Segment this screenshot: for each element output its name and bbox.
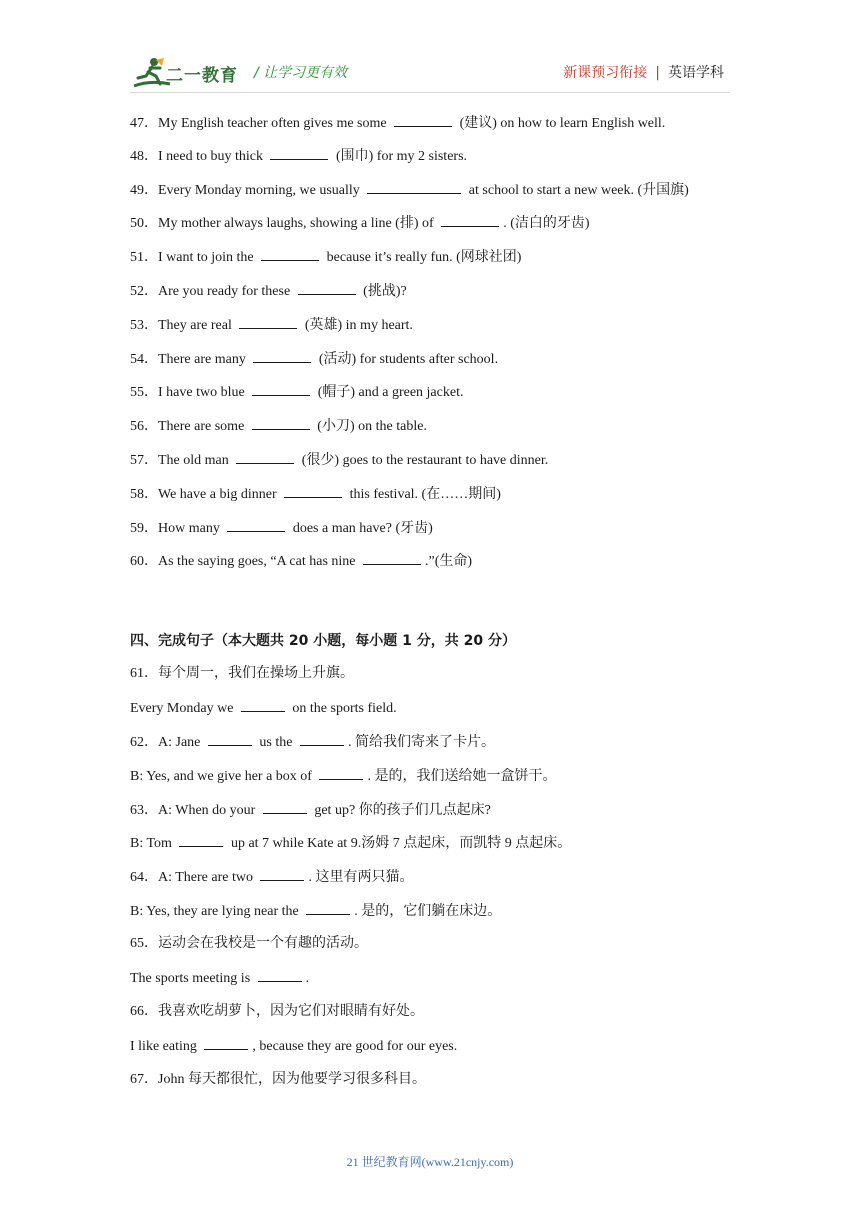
question-text: . bbox=[305, 971, 310, 986]
header-slogan: / 让学习更有效 bbox=[254, 65, 348, 81]
question-text: 47．My English teacher often gives me some bbox=[130, 116, 391, 131]
question-text: this festival. (在……期间) bbox=[346, 487, 501, 502]
question-64-a bbox=[130, 868, 413, 887]
question-text: . 是的，我们送给她一盒饼干。 bbox=[367, 769, 557, 784]
question-text: us the bbox=[255, 735, 296, 750]
question-text: up at 7 while Kate at 9.汤姆 7 点起床，而凯特 9 点起床。 bbox=[227, 836, 572, 851]
question-text: 62．A: Jane bbox=[130, 735, 204, 750]
question-text: 52．Are you ready for these bbox=[130, 284, 294, 299]
question-47 bbox=[130, 114, 665, 133]
question-text: The sports meeting is bbox=[130, 971, 254, 986]
answer-blank[interactable] bbox=[179, 834, 223, 847]
page-header bbox=[0, 0, 860, 100]
answer-blank[interactable] bbox=[441, 214, 499, 227]
question-text: at school to start a new week. (升国旗) bbox=[465, 183, 689, 198]
question-text: because it’s really fun. (网球社团) bbox=[323, 250, 522, 265]
question-text: 59．How many bbox=[130, 521, 224, 536]
question-61-cn: 61．每个周一，我们在操场上升旗。 bbox=[130, 666, 354, 681]
question-text: (建议) on how to learn English well. bbox=[456, 116, 666, 131]
question-text: 50．My mother always laughs, showing a line (排) of bbox=[130, 216, 438, 231]
section-title: 四、完成句子（本大题共 20 小题，每小题 1 分，共 20 分） bbox=[130, 633, 516, 649]
answer-blank[interactable] bbox=[241, 699, 285, 712]
course-label: 新课预习衔接 bbox=[563, 65, 648, 81]
question-text: . (洁白的牙齿) bbox=[503, 216, 590, 231]
answer-blank[interactable] bbox=[261, 248, 319, 261]
question-text: (很少) goes to the restaurant to have dinner. bbox=[298, 453, 549, 468]
question-text: on the sports field. bbox=[288, 701, 397, 716]
question-66-en bbox=[130, 1037, 457, 1056]
question-53 bbox=[130, 316, 413, 335]
question-49 bbox=[130, 181, 689, 200]
answer-blank[interactable] bbox=[252, 383, 310, 396]
logo-text: 二一教育 bbox=[166, 66, 238, 86]
answer-blank[interactable] bbox=[252, 417, 310, 430]
answer-blank[interactable] bbox=[227, 519, 285, 532]
question-text: B: Yes, and we give her a box of bbox=[130, 769, 316, 784]
answer-blank[interactable] bbox=[367, 181, 461, 194]
question-text: Every Monday we bbox=[130, 701, 237, 716]
answer-blank[interactable] bbox=[284, 485, 342, 498]
answer-blank[interactable] bbox=[260, 868, 304, 881]
question-text: . 是的，它们躺在床边。 bbox=[354, 904, 502, 919]
question-text: (挑战)? bbox=[359, 284, 407, 299]
question-text: B: Tom bbox=[130, 836, 176, 851]
answer-blank[interactable] bbox=[204, 1037, 248, 1050]
question-text: get up? 你的孩子们几点起床? bbox=[310, 803, 491, 818]
header-divider bbox=[130, 92, 730, 93]
answer-blank[interactable] bbox=[263, 801, 307, 814]
question-text: . 这里有两只猫。 bbox=[308, 870, 414, 885]
question-67-cn: 67．John 每天都很忙，因为他要学习很多科目。 bbox=[130, 1072, 426, 1087]
question-63-b bbox=[130, 834, 571, 853]
question-66-cn: 66．我喜欢吃胡萝卜，因为它们对眼睛有好处。 bbox=[130, 1004, 424, 1019]
answer-blank[interactable] bbox=[306, 902, 350, 915]
question-text: (英雄) in my heart. bbox=[301, 318, 413, 333]
question-text: (帽子) and a green jacket. bbox=[314, 385, 464, 400]
answer-blank[interactable] bbox=[239, 316, 297, 329]
slogan-text: 让学习更有效 bbox=[263, 65, 348, 81]
question-61-en bbox=[130, 699, 397, 718]
question-65-en bbox=[130, 969, 309, 988]
subject-label: 英语学科 bbox=[668, 65, 724, 81]
answer-blank[interactable] bbox=[300, 733, 344, 746]
answer-blank[interactable] bbox=[363, 552, 421, 565]
question-text: 58．We have a big dinner bbox=[130, 487, 281, 502]
question-text: (活动) for students after school. bbox=[315, 352, 499, 367]
answer-blank[interactable] bbox=[298, 282, 356, 295]
question-58 bbox=[130, 485, 501, 504]
question-text: 60．As the saying goes, “A cat has nine bbox=[130, 554, 360, 569]
question-55 bbox=[130, 383, 463, 402]
question-text: 64．A: There are two bbox=[130, 870, 257, 885]
question-text: 51．I want to join the bbox=[130, 250, 258, 265]
question-text: 56．There are some bbox=[130, 419, 248, 434]
question-59 bbox=[130, 519, 433, 538]
question-text: (小刀) on the table. bbox=[313, 419, 427, 434]
answer-blank[interactable] bbox=[270, 147, 328, 160]
header-course-tag bbox=[563, 62, 724, 82]
question-57 bbox=[130, 451, 548, 470]
question-51 bbox=[130, 248, 521, 267]
answer-blank[interactable] bbox=[208, 733, 252, 746]
answer-blank[interactable] bbox=[394, 114, 452, 127]
question-64-b bbox=[130, 902, 501, 921]
question-52 bbox=[130, 282, 407, 301]
question-text: 53．They are real bbox=[130, 318, 236, 333]
question-text: does a man have? (牙齿) bbox=[289, 521, 433, 536]
question-54 bbox=[130, 350, 498, 369]
question-65-cn: 65．运动会在我校是一个有趣的活动。 bbox=[130, 936, 368, 951]
question-text: .”(生命) bbox=[425, 554, 473, 569]
question-text: 57．The old man bbox=[130, 453, 233, 468]
question-text: 49．Every Monday morning, we usually bbox=[130, 183, 364, 198]
question-text: I like eating bbox=[130, 1039, 201, 1054]
question-48 bbox=[130, 147, 467, 166]
question-60 bbox=[130, 552, 472, 571]
question-text: . 简给我们寄来了卡片。 bbox=[347, 735, 495, 750]
question-62-b bbox=[130, 767, 556, 786]
question-text: B: Yes, they are lying near the bbox=[130, 904, 303, 919]
answer-blank[interactable] bbox=[258, 969, 302, 982]
answer-blank[interactable] bbox=[236, 451, 294, 464]
question-text: , because they are good for our eyes. bbox=[252, 1039, 458, 1054]
page-footer: 21 世纪教育网(www.21cnjy.com) bbox=[346, 1155, 514, 1169]
question-text: 55．I have two blue bbox=[130, 385, 249, 400]
question-62-a bbox=[130, 733, 495, 752]
question-text: (围巾) for my 2 sisters. bbox=[332, 149, 468, 164]
question-text: 54．There are many bbox=[130, 352, 250, 367]
question-63-a bbox=[130, 801, 491, 820]
question-50 bbox=[130, 214, 590, 233]
answer-blank[interactable] bbox=[253, 350, 311, 363]
question-text: 63．A: When do your bbox=[130, 803, 259, 818]
question-text: 48．I need to buy thick bbox=[130, 149, 267, 164]
header-separator: | bbox=[655, 65, 660, 81]
question-56 bbox=[130, 417, 427, 436]
answer-blank[interactable] bbox=[319, 767, 363, 780]
